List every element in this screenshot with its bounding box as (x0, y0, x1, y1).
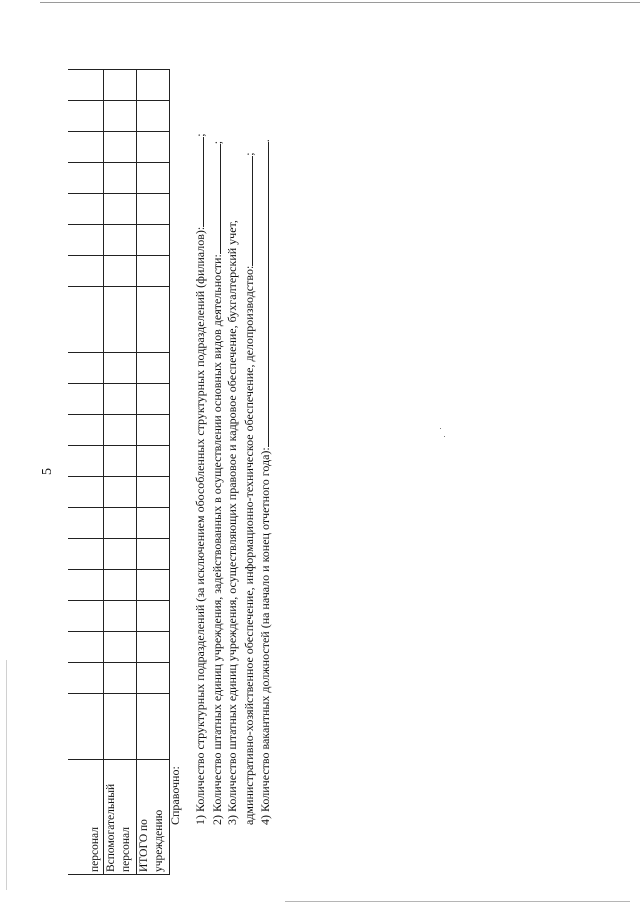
reference-item (225, 133, 241, 825)
table-cell (137, 663, 170, 694)
table-cell (137, 384, 170, 415)
table-cell (104, 570, 137, 601)
table-cell (68, 632, 104, 663)
table-cell (104, 384, 137, 415)
table-cell (104, 601, 137, 632)
table-cell (137, 539, 170, 570)
table-cell (104, 101, 137, 132)
table-cell (68, 70, 104, 101)
reference-item-tail: ; (241, 152, 256, 156)
reference-heading: Справочно: (168, 766, 182, 825)
table-cell (104, 353, 137, 384)
table-cell (68, 225, 104, 256)
reference-item (192, 133, 209, 825)
table-cell (104, 70, 137, 101)
table-cell (104, 539, 137, 570)
table-cell (137, 694, 170, 760)
reference-item-text: 2) Количество штатных единиц учреждения, задействованных в осуществлении основных видов деятельности: (209, 254, 224, 825)
table-cell (104, 225, 137, 256)
table-cell (137, 477, 170, 508)
row-label: персонал (68, 760, 104, 875)
row-label: Вспомогательный персонал (104, 760, 137, 875)
table-cell (137, 256, 170, 287)
table-cell (68, 256, 104, 287)
table-cell (68, 446, 104, 477)
table-cell (68, 570, 104, 601)
table-cell (68, 601, 104, 632)
reference-item-text: 3) Количество штатных единиц учреждения, осуществляющих правовое и кадровое обеспечение, бухгалтерский учет, (225, 220, 239, 825)
table-cell (104, 508, 137, 539)
table-cell (137, 194, 170, 225)
staff-table (68, 69, 170, 875)
table-cell (104, 694, 137, 760)
table-cell (137, 601, 170, 632)
table-cell (104, 194, 137, 225)
reference-item-text: административно-хозяйственное обеспечение, информационно-техническое обеспечение, делопроизводство: (241, 265, 256, 825)
reference-item-tail: . (258, 139, 272, 143)
table-cell (137, 287, 170, 353)
table-cell (68, 539, 104, 570)
table-cell (137, 70, 170, 101)
table-cell (68, 415, 104, 446)
table-cell (68, 287, 104, 353)
table-cell (68, 194, 104, 225)
table-cell (104, 632, 137, 663)
table-cell (68, 384, 104, 415)
table-row (104, 70, 137, 875)
table-cell (104, 287, 137, 353)
table-cell (137, 415, 170, 446)
table-cell (104, 132, 137, 163)
page-number: 5 (40, 468, 55, 475)
fill-in-blank (257, 142, 269, 447)
table-cell (104, 663, 137, 694)
table-cell (137, 101, 170, 132)
table-row (68, 70, 104, 875)
fill-in-blank (192, 137, 204, 227)
table-cell (68, 508, 104, 539)
reference-item-tail: ; (209, 140, 224, 145)
reference-list (192, 133, 274, 825)
table-cell (68, 694, 104, 760)
table-cell (68, 163, 104, 194)
table-cell (137, 570, 170, 601)
table-cell (137, 446, 170, 477)
table-cell (137, 508, 170, 539)
fill-in-blank (209, 144, 221, 254)
table-cell (68, 132, 104, 163)
table-cell (137, 132, 170, 163)
table-cell (104, 477, 137, 508)
table-row (137, 70, 170, 875)
table-cell (137, 163, 170, 194)
table-cell (104, 446, 137, 477)
table-cell (137, 632, 170, 663)
table-cell (68, 477, 104, 508)
table-cell (137, 353, 170, 384)
table-cell (104, 256, 137, 287)
reference-item-tail: ; (193, 133, 207, 137)
reference-item-text: 4) Количество вакантных должностей (на начало и конец отчетного года): (258, 447, 272, 825)
table-cell (68, 353, 104, 384)
reference-item (209, 133, 226, 825)
table-cell (68, 101, 104, 132)
row-label: ИТОГО по учреждению (137, 760, 170, 875)
reference-item (257, 133, 274, 825)
table-cell (137, 225, 170, 256)
table-cell (104, 415, 137, 446)
table-cell (104, 163, 137, 194)
table-cell (68, 663, 104, 694)
reference-item (241, 133, 258, 825)
reference-item-text: 1) Количество структурных подразделений (за исключением обособленных структурных подразделений (филиалов): (193, 226, 207, 825)
fill-in-blank (241, 156, 253, 266)
